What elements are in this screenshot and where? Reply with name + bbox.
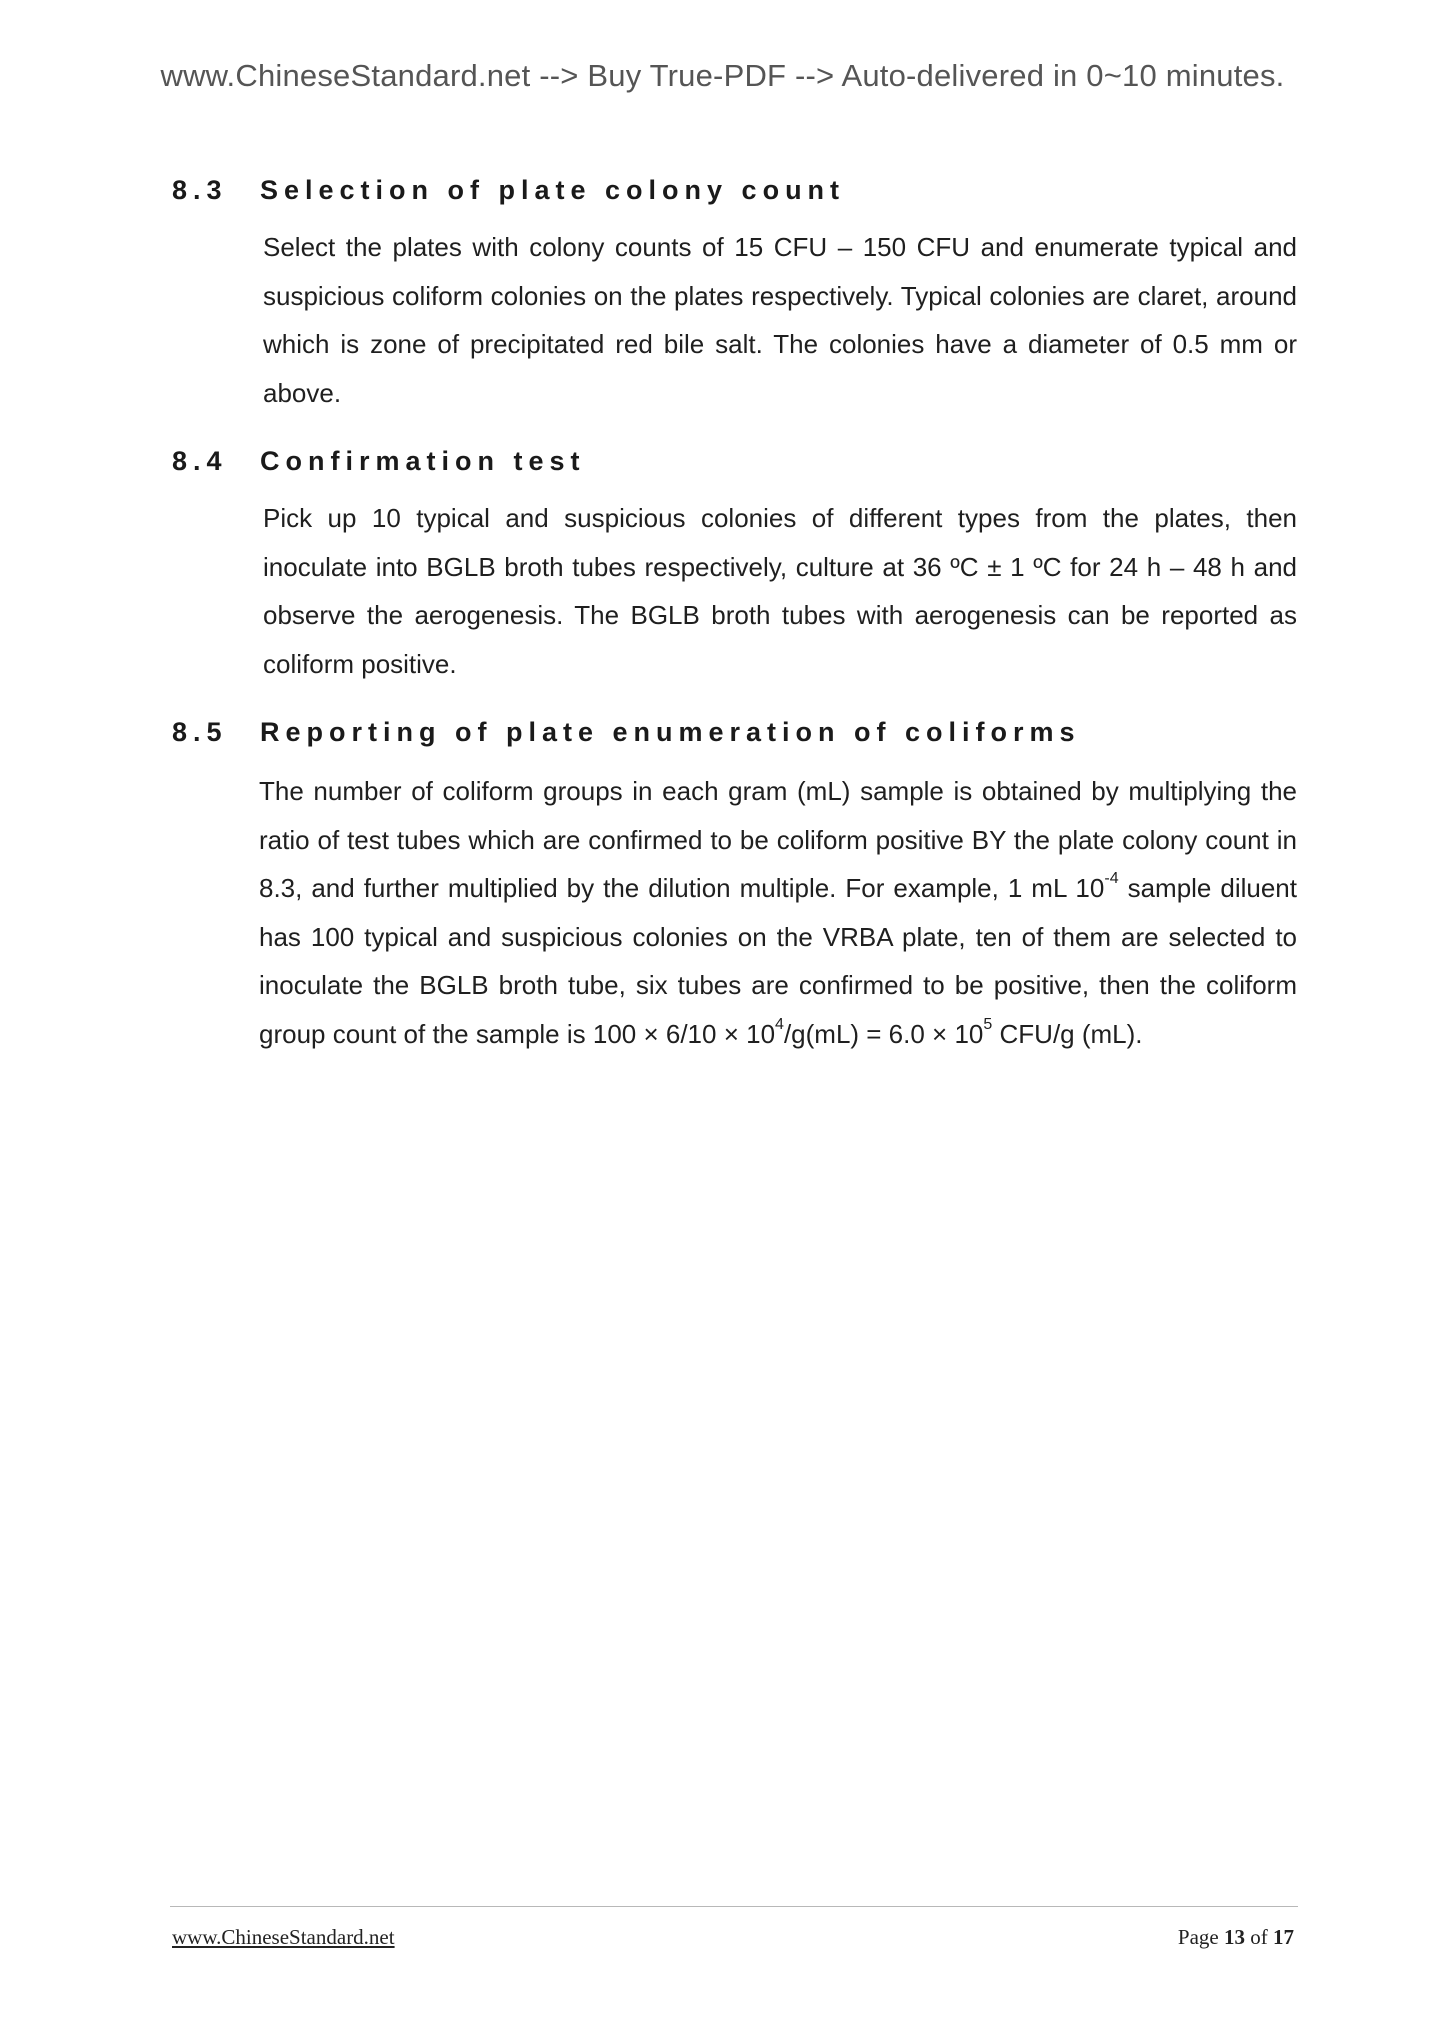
section-number: 8.4 — [172, 446, 228, 476]
page-label: Page — [1177, 1925, 1219, 1949]
section-8-3 — [172, 170, 1297, 417]
section-heading — [172, 441, 1297, 481]
paragraph-text: CFU/g (mL). — [992, 1018, 1143, 1049]
section-8-5 — [172, 712, 1297, 1058]
section-paragraph: Pick up 10 typical and suspicious colonies of different types from the plates, then inoculate into BGLB broth tubes respectively, culture at 36 ºC ± 1 ºC for 24 h – 48 h and observe the aerogenesis. The BGLB broth tubes with aerogenesis can be reported as coliform positive. — [263, 503, 1297, 679]
section-heading — [172, 170, 1297, 210]
footer-site-link[interactable]: www.ChineseStandard.net — [172, 1925, 395, 1949]
section-8-4 — [172, 441, 1297, 688]
page-current: 13 — [1224, 1925, 1245, 1949]
section-paragraph — [259, 767, 1297, 1058]
superscript: 5 — [983, 1015, 993, 1033]
section-number: 8.5 — [172, 717, 228, 747]
header-banner: www.ChineseStandard.net --> Buy True-PDF --> Auto-delivered in 0~10 minutes. — [160, 58, 1285, 93]
section-number: 8.3 — [172, 175, 228, 205]
paragraph-text: /g(mL) = 6.0 × 10 — [783, 1018, 984, 1049]
superscript: 4 — [775, 1015, 784, 1033]
superscript: -4 — [1104, 870, 1119, 888]
paragraph-text: sample diluent has 100 typical and suspicious colonies on the VRBA plate, ten of them are selected to inoculate the BGLB broth tube, six tubes are confirmed to be positive, then the coliform group count of the sample is 100 × 6/10 × 10 — [259, 873, 1297, 1049]
section-heading — [172, 712, 1297, 752]
paragraph-text: The number of coliform groups in each gram (mL) sample is obtained by multiplying the ratio of test tubes which are confirmed to be coliform positive BY the plate colony count in 8.3, and further multiplied by the dilution multiple. For example, 1 mL 10 — [259, 776, 1297, 903]
section-title: Reporting of plate enumeration of coliforms — [260, 717, 1081, 747]
page-number — [1178, 1925, 1294, 1950]
page-total: 17 — [1273, 1925, 1294, 1949]
page-of: of — [1250, 1925, 1268, 1949]
section-paragraph: Select the plates with colony counts of 15 CFU – 150 CFU and enumerate typical and suspicious coliform colonies on the plates respectively. Typical colonies are claret, around which is zone of precipitated red bile salt. The colonies have a diameter of 0.5 mm or above. — [263, 232, 1297, 408]
section-title: Confirmation test — [260, 446, 586, 476]
footer-divider — [170, 1906, 1298, 1907]
section-title: Selection of plate colony count — [260, 175, 846, 205]
